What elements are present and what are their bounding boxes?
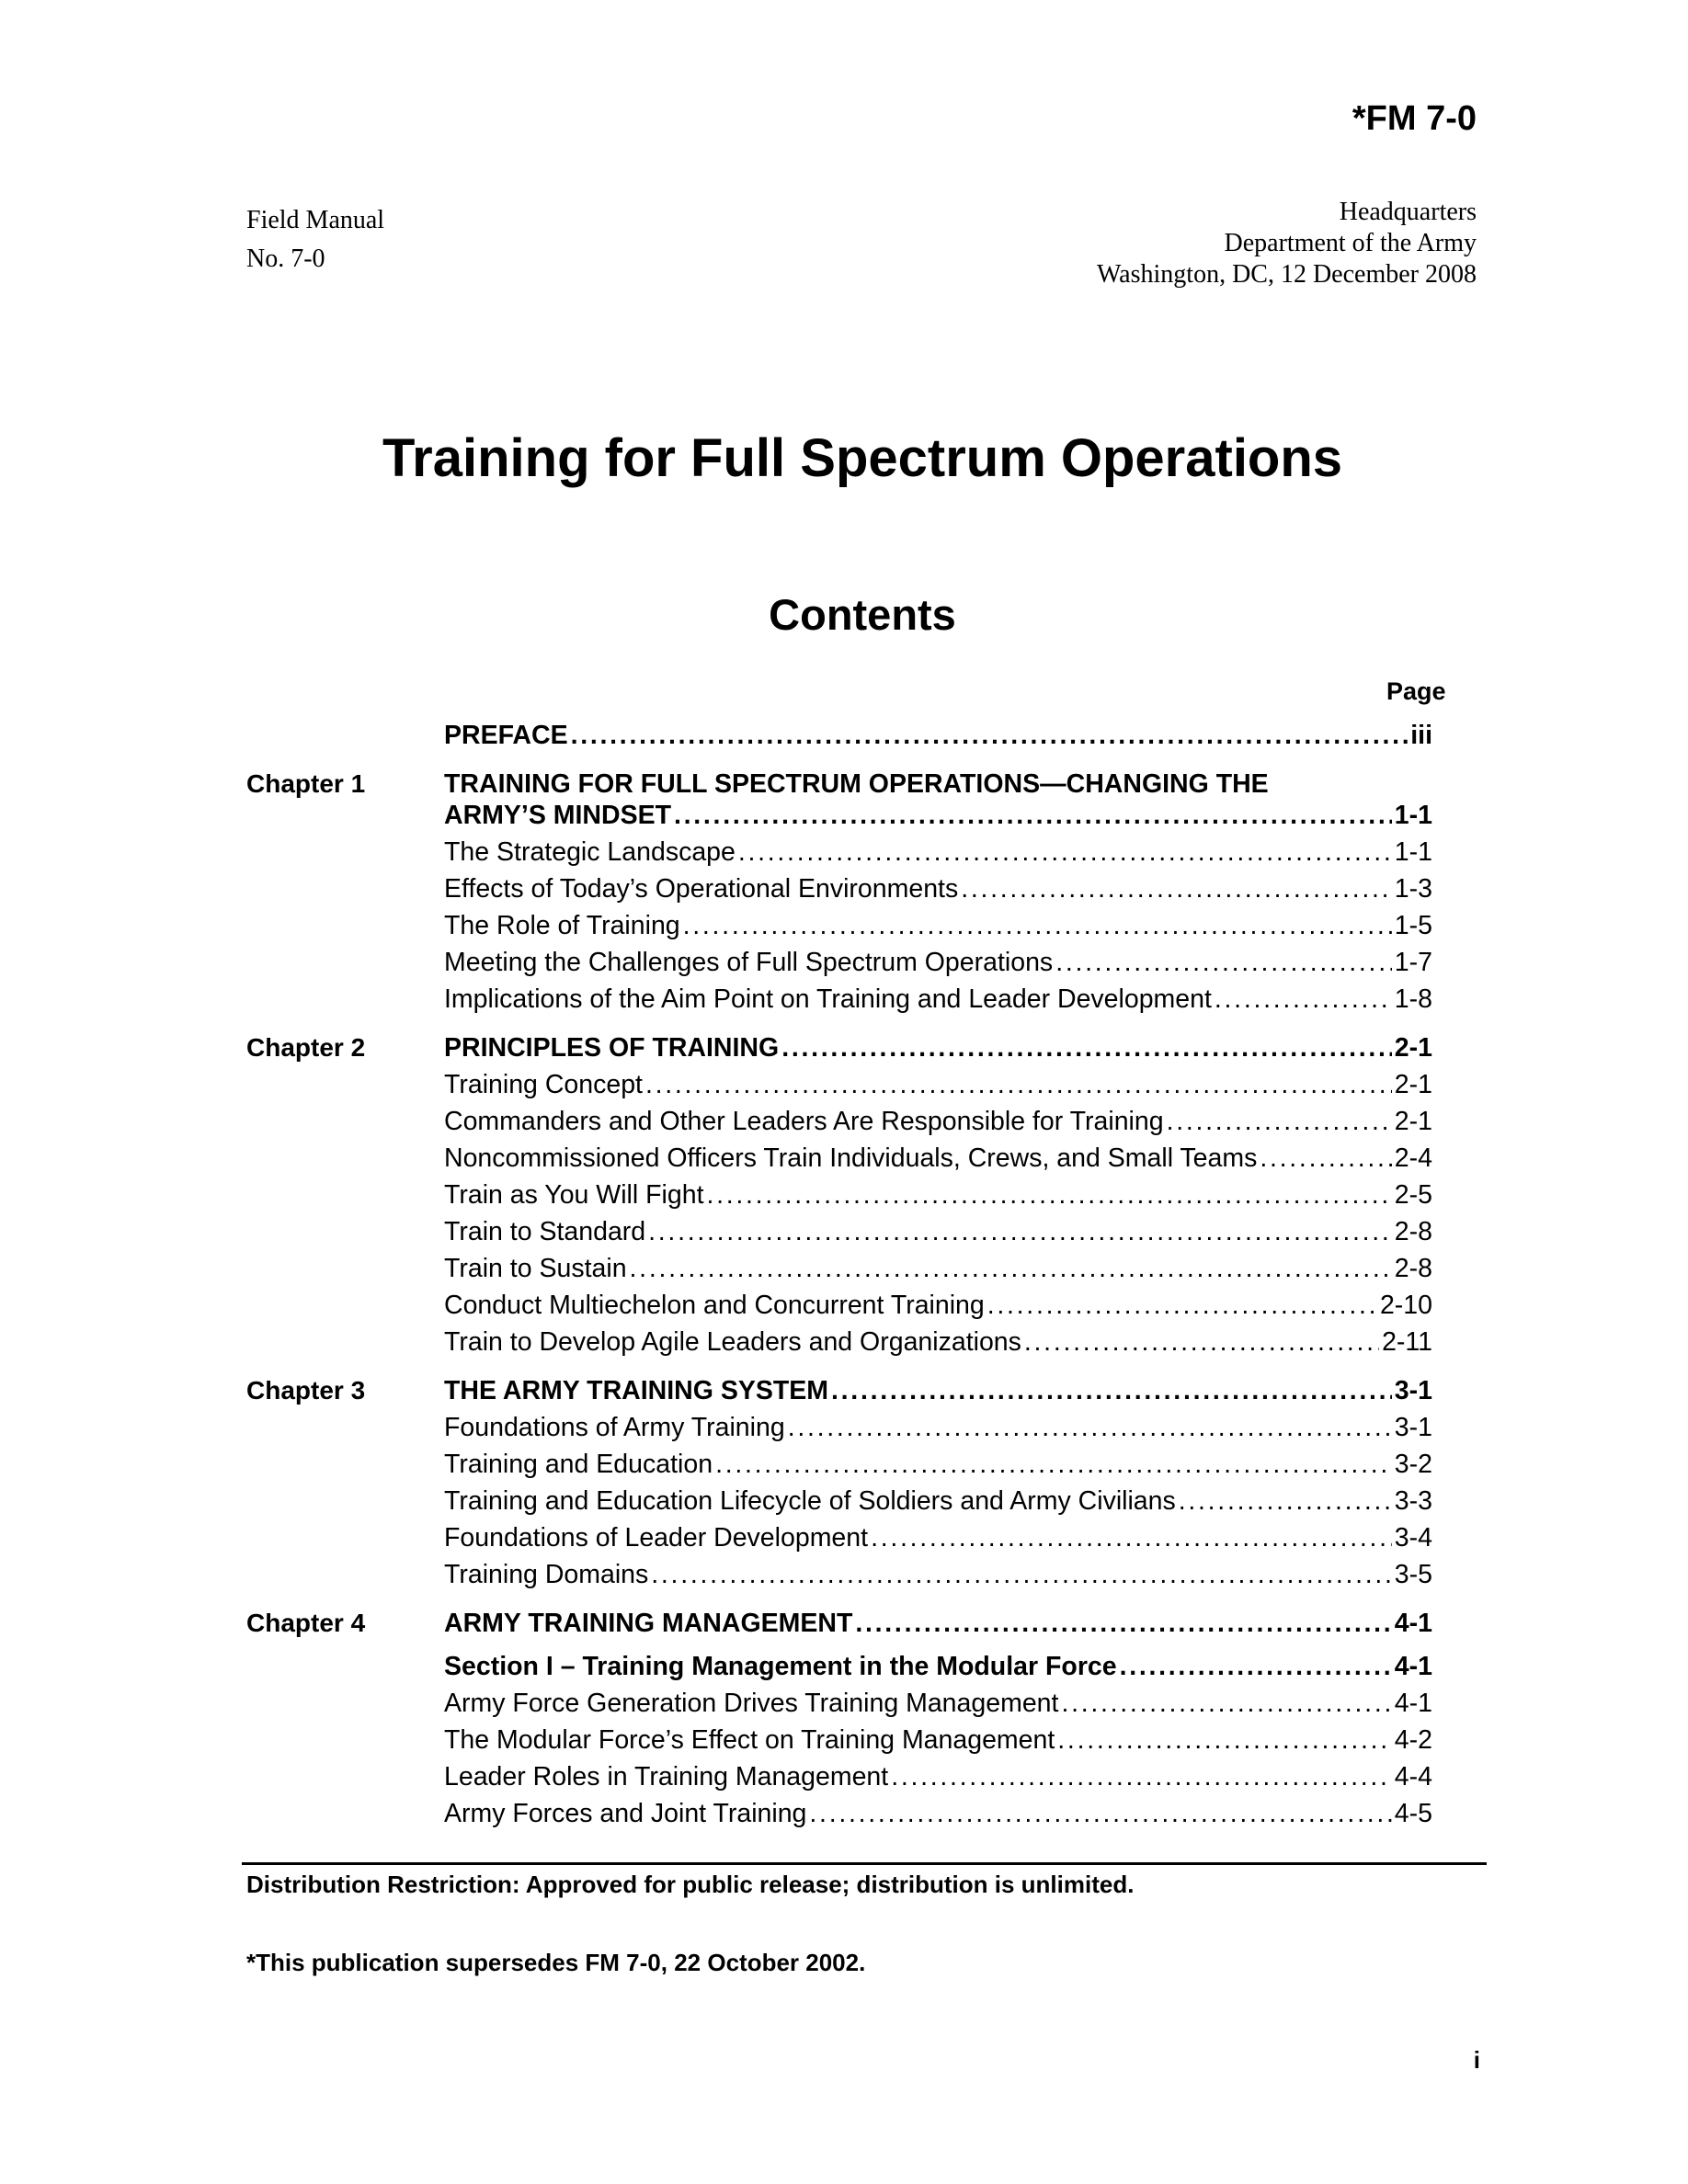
dot-leader xyxy=(571,717,1409,754)
toc-entry-row[interactable] xyxy=(246,1177,1432,1213)
toc-chapter-row[interactable] xyxy=(246,1605,1432,1642)
toc-entry-row[interactable] xyxy=(246,1066,1432,1103)
toc-entry-title: Implications of the Aim Point on Training and Leader Development xyxy=(444,984,1212,1014)
dot-leader xyxy=(706,1177,1391,1213)
dot-leader xyxy=(809,1795,1391,1832)
toc-entry-page: 2-1 xyxy=(1394,1107,1432,1136)
dot-leader xyxy=(674,797,1392,834)
toc-entry-title: Foundations of Leader Development xyxy=(444,1523,869,1553)
dot-leader xyxy=(1055,944,1392,981)
dot-leader xyxy=(891,1758,1392,1795)
supersedes-notice: *This publication supersedes FM 7-0, 22 October 2002. xyxy=(246,1949,866,1976)
dot-leader xyxy=(715,1446,1392,1483)
chapter-title: THE ARMY TRAINING SYSTEM xyxy=(444,1376,829,1405)
section-title: Section I – Training Management in the Modular Force xyxy=(444,1652,1117,1681)
dot-leader xyxy=(648,1213,1392,1250)
toc-entry-row[interactable] xyxy=(246,1287,1432,1324)
dot-leader xyxy=(1215,981,1392,1018)
toc-entry-title: Train to Standard xyxy=(444,1217,646,1246)
dot-leader xyxy=(961,870,1392,907)
toc-entry-page: 4-4 xyxy=(1394,1762,1432,1792)
dot-leader xyxy=(788,1409,1392,1446)
toc-entry-page: 2-10 xyxy=(1379,1291,1432,1320)
toc-entry-row[interactable] xyxy=(246,1556,1432,1593)
toc-entry-row[interactable] xyxy=(246,944,1432,981)
toc-entry-title: Army Forces and Joint Training xyxy=(444,1799,807,1828)
field-manual-no: No. 7-0 xyxy=(246,245,325,273)
toc-entry-page: iii xyxy=(1410,721,1432,750)
chapter-page: 2-1 xyxy=(1394,1033,1432,1063)
toc-entry-page: 2-4 xyxy=(1394,1143,1432,1173)
dot-leader xyxy=(630,1250,1392,1287)
toc-preface-row[interactable] xyxy=(246,717,1432,754)
toc-entry-page: 2-11 xyxy=(1382,1327,1432,1357)
toc-entry-title: Army Force Generation Drives Training Management xyxy=(444,1689,1059,1718)
toc-entry-title: Foundations of Army Training xyxy=(444,1413,785,1442)
toc-entry-row[interactable] xyxy=(246,1758,1432,1795)
toc-entry-row[interactable] xyxy=(246,834,1432,870)
dot-leader xyxy=(1120,1648,1392,1685)
toc-entry-page: 4-5 xyxy=(1394,1799,1432,1828)
toc-entry-page: 1-8 xyxy=(1394,984,1432,1014)
toc-entry-page: 1-5 xyxy=(1394,911,1432,940)
hq-line: Headquarters xyxy=(1339,198,1477,226)
toc-entry-page: 4-1 xyxy=(1394,1689,1432,1718)
toc-entry-page: 2-8 xyxy=(1394,1254,1432,1283)
chapter-label: Chapter 3 xyxy=(246,1376,366,1405)
toc-entry-title: Training and Education xyxy=(444,1450,713,1479)
toc-chapter-row[interactable] xyxy=(246,1372,1432,1409)
toc-entry-title: Training and Education Lifecycle of Soldiers and Army Civilians xyxy=(444,1486,1176,1516)
dot-leader xyxy=(1057,1722,1392,1758)
toc-entry-page: 3-5 xyxy=(1394,1560,1432,1589)
toc-entry-row[interactable] xyxy=(246,1519,1432,1556)
toc-entry-title: The Strategic Landscape xyxy=(444,837,736,867)
document-title: Training for Full Spectrum Operations xyxy=(382,428,1343,488)
contents-heading: Contents xyxy=(769,590,956,639)
toc-entry-row[interactable] xyxy=(246,1795,1432,1832)
field-manual-label: Field Manual xyxy=(246,206,385,234)
toc-entry-title: Meeting the Challenges of Full Spectrum Operations xyxy=(444,948,1054,977)
toc-entry-page: 2-1 xyxy=(1394,1070,1432,1099)
hq-line: Department of the Army xyxy=(1224,229,1477,257)
toc-entry-row[interactable] xyxy=(246,1103,1432,1140)
hq-date-line: Washington, DC, 12 December 2008 xyxy=(1097,260,1477,289)
toc-chapter-row[interactable] xyxy=(246,1029,1432,1066)
toc-entry-page: 1-7 xyxy=(1394,948,1432,977)
chapter-title: PRINCIPLES OF TRAINING xyxy=(444,1033,780,1063)
toc-entry-page: 3-2 xyxy=(1394,1450,1432,1479)
toc-entry-title: Leader Roles in Training Management xyxy=(444,1762,889,1792)
chapter-page: 1-1 xyxy=(1394,801,1432,830)
toc-entry-row[interactable] xyxy=(246,1685,1432,1722)
dot-leader xyxy=(651,1556,1392,1593)
toc-chapter-row-cont[interactable] xyxy=(246,797,1432,834)
chapter-label: Chapter 1 xyxy=(246,769,366,798)
page-column-label: Page xyxy=(1386,677,1446,705)
table-of-contents xyxy=(246,0,1432,1930)
chapter-page: 4-1 xyxy=(1394,1609,1432,1638)
toc-entry-title: Train as You Will Fight xyxy=(444,1180,704,1210)
toc-entry-row[interactable] xyxy=(246,1324,1432,1360)
dot-leader xyxy=(1179,1483,1392,1519)
chapter-label: Chapter 2 xyxy=(246,1033,366,1062)
dot-leader xyxy=(871,1519,1392,1556)
toc-entry-page: 3-3 xyxy=(1394,1486,1432,1516)
toc-entry-title: Noncommissioned Officers Train Individuals, Crews, and Small Teams xyxy=(444,1143,1258,1173)
document-id: *FM 7-0 xyxy=(1352,99,1477,138)
section-page: 4-1 xyxy=(1394,1652,1432,1681)
toc-entry-row[interactable] xyxy=(246,1446,1432,1483)
footer-divider xyxy=(242,1862,1487,1865)
dot-leader xyxy=(1260,1140,1391,1177)
toc-entry-page: 3-1 xyxy=(1394,1413,1432,1442)
toc-entry-page: 1-1 xyxy=(1394,837,1432,867)
toc-entry-page: 3-4 xyxy=(1394,1523,1432,1553)
dot-leader xyxy=(781,1029,1392,1066)
toc-entry-title: Training Concept xyxy=(444,1070,643,1099)
toc-entry-row[interactable] xyxy=(246,907,1432,944)
toc-entry-title: Effects of Today’s Operational Environments xyxy=(444,874,959,904)
chapter-label: Chapter 4 xyxy=(246,1609,366,1637)
chapter-title: TRAINING FOR FULL SPECTRUM OPERATIONS—CHANGING THE xyxy=(444,769,1269,799)
toc-entry-title: Conduct Multiechelon and Concurrent Training xyxy=(444,1291,985,1320)
dot-leader xyxy=(855,1605,1391,1642)
toc-entry-row[interactable] xyxy=(246,1483,1432,1519)
chapter-title: ARMY’S MINDSET xyxy=(444,801,672,830)
dot-leader xyxy=(645,1066,1392,1103)
toc-entry-row[interactable] xyxy=(246,1250,1432,1287)
toc-entry-title: Training Domains xyxy=(444,1560,649,1589)
dot-leader xyxy=(1061,1685,1391,1722)
page-number: i xyxy=(1473,2046,1480,2074)
toc-entry-row[interactable] xyxy=(246,1722,1432,1758)
toc-entry-title: The Role of Training xyxy=(444,911,680,940)
dot-leader xyxy=(831,1372,1392,1409)
toc-entry-page: 2-8 xyxy=(1394,1217,1432,1246)
toc-entry-row[interactable] xyxy=(246,1213,1432,1250)
toc-entry-title: Commanders and Other Leaders Are Responsible for Training xyxy=(444,1107,1164,1136)
distribution-restriction: Distribution Restriction: Approved for public release; distribution is unlimited. xyxy=(246,1871,1135,1898)
toc-entry-page: 2-5 xyxy=(1394,1180,1432,1210)
toc-entry-title: Train to Develop Agile Leaders and Organizations xyxy=(444,1327,1021,1357)
dot-leader xyxy=(1167,1103,1392,1140)
toc-entry-row[interactable] xyxy=(246,1409,1432,1446)
toc-entry-page: 4-2 xyxy=(1394,1725,1432,1755)
toc-entry-page: 1-3 xyxy=(1394,874,1432,904)
toc-entry-row[interactable] xyxy=(246,870,1432,907)
dot-leader xyxy=(1024,1324,1379,1360)
toc-entry-row[interactable] xyxy=(246,981,1432,1018)
toc-entry-title: Train to Sustain xyxy=(444,1254,627,1283)
chapter-title: ARMY TRAINING MANAGEMENT xyxy=(444,1609,853,1638)
dot-leader xyxy=(738,834,1392,870)
dot-leader xyxy=(987,1287,1377,1324)
chapter-page: 3-1 xyxy=(1394,1376,1432,1405)
toc-entry-row[interactable] xyxy=(246,1140,1432,1177)
toc-entry-title: PREFACE xyxy=(444,721,568,750)
toc-section-row[interactable] xyxy=(246,1648,1432,1685)
toc-entry-title: The Modular Force’s Effect on Training Management xyxy=(444,1725,1055,1755)
dot-leader xyxy=(683,907,1392,944)
